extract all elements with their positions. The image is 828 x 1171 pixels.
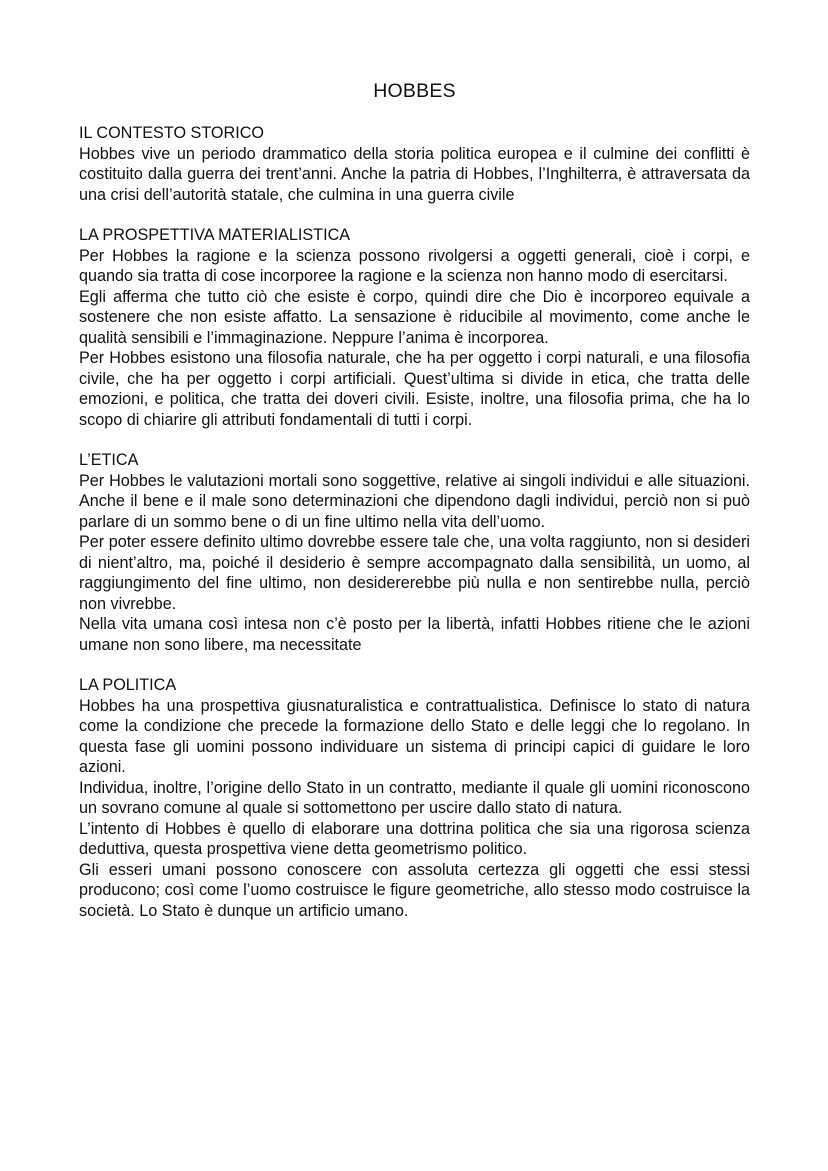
paragraph: Per Hobbes esistono una filosofia naturale, che ha per oggetto i corpi naturali, e una filosofia civile, che ha per oggetto i corpi artificiali. Quest’ultima si divide in etica, che tratta delle emozioni, e politica, che tratta dei doveri civili. Esiste, inoltre, una filosofia prima, che ha lo scopo di chiarire gli attributi fondamentali di tutti i corpi.	[79, 349, 750, 429]
paragraph: Per poter essere definito ultimo dovrebbe essere tale che, una volta raggiunto, non si desideri di nient’altro, ma, poiché il desiderio è sempre accompagnato dalla sensibilità, un uomo, al raggiungimento del fine ultimo, non desidererebbe più nulla e non sentirebbe nulla, perciò non vivrebbe.	[79, 533, 750, 613]
paragraph: Egli afferma che tutto ciò che esiste è corpo, quindi dire che Dio è incorporeo equivale a sostenere che non esiste affatto. La sensazione è riducibile al movimento, come anche le qualità sensibili e l’immaginazione. Neppure l’anima è incorporea.	[79, 287, 750, 347]
paragraph: Per Hobbes la ragione e la scienza possono rivolgersi a oggetti generali, cioè i corpi, e quando sia tratta di cose incorporee la ragione e la scienza non hanno modo di esercitarsi.	[79, 246, 750, 285]
paragraph: L’intento di Hobbes è quello di elaborare una dottrina politica che sia una rigorosa scienza deduttiva, questa prospettiva viene detta geometrismo politico.	[79, 819, 750, 858]
paragraph: Individua, inoltre, l’origine dello Stato in un contratto, mediante il quale gli uomini riconoscono un sovrano comune al quale si sottomettono per uscire dallo stato di natura.	[79, 778, 750, 817]
section-heading: L’ETICA	[79, 451, 139, 469]
section-heading: IL CONTESTO STORICO	[79, 124, 264, 142]
paragraph: Hobbes ha una prospettiva giusnaturalistica e contrattualistica. Definisce lo stato di natura come la condizione che precede la formazione dello Stato e delle leggi che lo regolano. In questa fase gli uomini possono individuare un sistema di principi capici di guidare le loro azioni.	[79, 696, 750, 776]
section-politica	[79, 675, 750, 921]
document-page	[79, 78, 750, 941]
paragraph: Per Hobbes le valutazioni mortali sono soggettive, relative ai singoli individui e alle situazioni. Anche il bene e il male sono determinazioni che dipendono dagli individui, perciò non si può parlare di un sommo bene o di un fine ultimo nella vita dell’uomo.	[79, 471, 750, 531]
section-etica	[79, 450, 750, 655]
paragraph: Nella vita umana così intesa non c’è posto per la libertà, infatti Hobbes ritiene che le azioni umane non sono libere, ma necessitate	[79, 615, 750, 654]
section-contesto-storico	[79, 123, 750, 205]
section-heading: LA PROSPETTIVA MATERIALISTICA	[79, 226, 351, 244]
paragraph: Gli esseri umani possono conoscere con assoluta certezza gli oggetti che essi stessi producono; così come l’uomo costruisce le figure geometriche, allo stesso modo costruisce la società. Lo Stato è dunque un artificio umano.	[79, 860, 750, 920]
section-prospettiva-materialistica	[79, 225, 750, 430]
paragraph: Hobbes vive un periodo drammatico della storia politica europea e il culmine dei conflitti è costituito dalla guerra dei trent’anni. Anche la patria di Hobbes, l’Inghilterra, è attraversata da una crisi dell’autorità statale, che culmina in una guerra civile	[79, 144, 750, 204]
document-title: HOBBES	[373, 80, 456, 102]
section-heading: LA POLITICA	[79, 676, 177, 694]
